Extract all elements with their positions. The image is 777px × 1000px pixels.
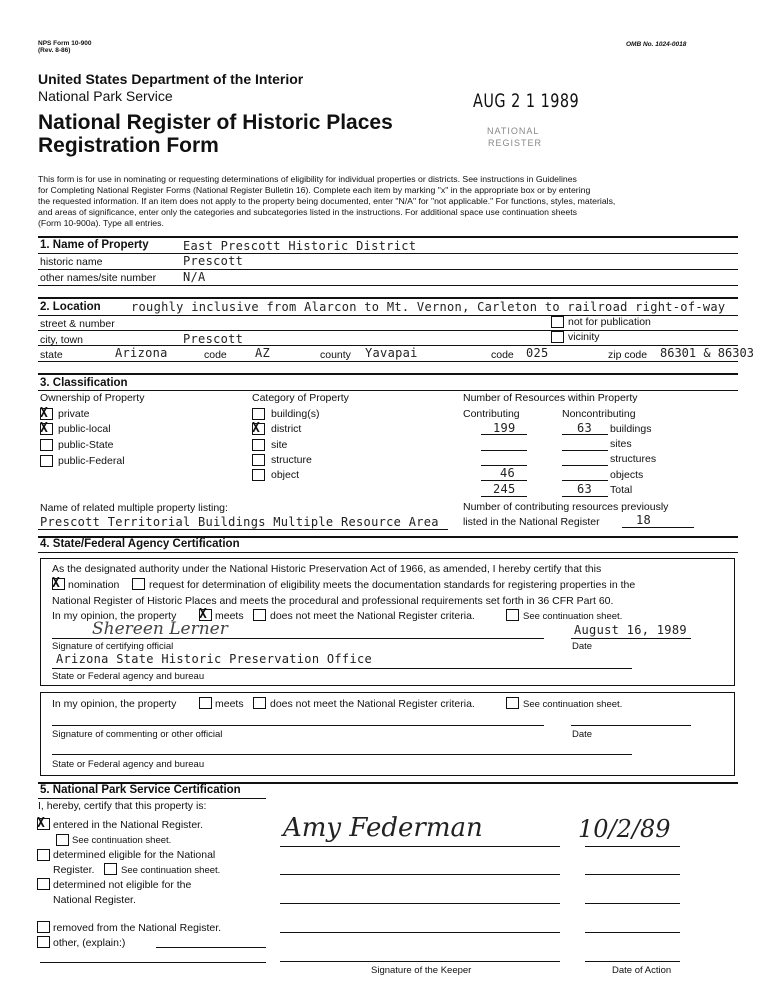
continuation-b-label: See continuation sheet. (523, 699, 623, 710)
ownership-public-state-label: public-State (58, 439, 114, 451)
line-state (38, 361, 738, 362)
state-label: state (40, 349, 63, 361)
category-structure-label: structure (271, 454, 312, 466)
res-line-n5 (562, 496, 608, 497)
omb-number: OMB No. 1024-0018 (626, 41, 687, 48)
instructions: This form is for use in nominating or requesting determinations of eligibility for individual properties or districts. See instructions in Guidelines for Completing National Register Forms (National Register Bulletin 16). Complete each item by marking "x" in the appropriate box or by entering the requested information. If an item does not apply to the property being documented, enter "N/A" for "not applicable." For functions, styles, materials, and areas of significance, enter only the categories and subcategories listed in the instructions. For additional space use continuation sheets (Form 10-900a). Type all entries. (38, 174, 616, 228)
category-site-label: site (271, 439, 288, 451)
entered-continuation-label: See continuation sheet. (72, 835, 172, 846)
received-stamp-line2: REGISTER (488, 138, 543, 148)
street-label: street & number (40, 318, 115, 330)
received-stamp-date: AUG 2 1 1989 (473, 89, 580, 112)
resource-structures-label: structures (610, 453, 657, 465)
does-not-meet-b-label: does not meet the National Register criteria. (270, 698, 475, 710)
request-determination-checkbox[interactable] (132, 578, 145, 590)
line-other-explain (156, 947, 266, 948)
entered-continuation-checkbox[interactable] (56, 834, 69, 846)
line-related-listing (38, 529, 448, 530)
meets-b-checkbox[interactable] (199, 697, 212, 709)
res-line-c3 (481, 465, 527, 466)
section5-heading: 5. National Park Service Certification (40, 784, 241, 796)
line-agency-b (52, 754, 632, 755)
contributing-buildings-value: 199 (493, 421, 516, 435)
line-signature-commenting (52, 725, 544, 726)
keeper-line-2 (280, 874, 560, 875)
noncontributing-buildings-value: 63 (577, 421, 593, 435)
zip-code-value: 86301 & 86303 (660, 346, 754, 360)
ownership-public-federal-checkbox[interactable] (40, 455, 53, 467)
not-eligible-label2: National Register. (53, 894, 136, 906)
res-line-c2 (481, 450, 527, 451)
ownership-private-x: X (40, 406, 48, 421)
date-line-1 (585, 846, 680, 847)
category-object-label: object (271, 469, 300, 481)
line-other-names (38, 285, 738, 286)
does-not-meet-b-checkbox[interactable] (253, 697, 266, 709)
entered-x: X (37, 816, 45, 831)
category-site-checkbox[interactable] (252, 439, 265, 451)
line-signature-certifying (52, 638, 544, 639)
agency-name: National Park Service (38, 88, 173, 104)
county-code-value: 025 (526, 346, 549, 360)
related-listing-value: Prescott Territorial Buildings Multiple Resource Area (40, 515, 439, 529)
continuation-b-checkbox[interactable] (506, 697, 519, 709)
noncontributing-total-value: 63 (577, 482, 593, 496)
continuation-sheet-label: See continuation sheet. (523, 611, 623, 622)
keeper-signature-label: Signature of the Keeper (371, 965, 472, 976)
zip-code-label: zip code (608, 349, 648, 361)
certifying-official-signature: Shereen Lerner (92, 619, 228, 639)
line-property-name (38, 253, 738, 254)
action-date-value: 10/2/89 (578, 815, 671, 843)
section2-heading: 2. Location (40, 301, 101, 313)
does-not-meet-label: does not meet the National Register criteria. (270, 610, 475, 622)
resource-objects-label: objects (610, 469, 644, 481)
certification-date-value: August 16, 1989 (574, 623, 687, 637)
section3-rule (38, 373, 738, 375)
state-code-value: AZ (255, 346, 271, 360)
continuation-sheet-checkbox[interactable] (506, 609, 519, 621)
keeper-line-5 (280, 961, 560, 962)
keeper-signature: Amy Federman (283, 813, 483, 843)
opinion-b-label: In my opinion, the property (52, 698, 177, 710)
section3-heading: 3. Classification (40, 377, 128, 389)
property-name-value: East Prescott Historic District (183, 239, 417, 253)
res-line-c1 (481, 434, 527, 435)
vicinity-checkbox[interactable] (551, 331, 564, 343)
previously-listed-label1: Number of contributing resources previously (463, 501, 669, 513)
keeper-line-4 (280, 932, 560, 933)
meets-x: X (199, 607, 207, 622)
department-name: United States Department of the Interior (38, 71, 304, 87)
res-line-c4 (481, 480, 527, 481)
date-line-4 (585, 932, 680, 933)
received-stamp-line1: NATIONAL (487, 126, 540, 136)
category-district-label: district (271, 423, 302, 435)
noncontributing-heading: Noncontributing (562, 408, 636, 420)
not-eligible-checkbox[interactable] (37, 878, 50, 890)
resource-total-label: Total (610, 484, 633, 496)
state-value: Arizona (115, 346, 168, 360)
category-structure-checkbox[interactable] (252, 454, 265, 466)
other-checkbox[interactable] (37, 936, 50, 948)
does-not-meet-checkbox[interactable] (253, 609, 266, 621)
eligible-continuation-checkbox[interactable] (104, 863, 117, 875)
line-historic-name (38, 269, 738, 270)
other-names-label: other names/site number (40, 272, 157, 284)
state-code-label: code (204, 349, 227, 361)
contributing-heading: Contributing (463, 408, 520, 420)
removed-checkbox[interactable] (37, 921, 50, 933)
resource-sites-label: sites (610, 438, 632, 450)
category-district-x: X (252, 421, 260, 436)
not-for-publication-label: not for publication (568, 316, 651, 328)
res-line-c5 (481, 496, 527, 497)
cert-line2: request for determination of eligibility meets the documentation standards for registering properties in the (149, 579, 636, 591)
county-value: Yavapai (365, 346, 418, 360)
line-other-explain2 (40, 962, 266, 963)
line-street (38, 330, 738, 331)
nomination-label: nomination (68, 579, 120, 591)
nps-cert-intro: I, hereby, certify that this property is: (38, 800, 207, 812)
commenting-date-label: Date (572, 729, 593, 740)
line-commenting-date (571, 725, 691, 726)
resources-heading: Number of Resources within Property (463, 392, 638, 404)
section4-heading: 4. State/Federal Agency Certification (40, 538, 240, 550)
not-eligible-label1: determined not eligible for the (53, 879, 192, 891)
ownership-public-state-checkbox[interactable] (40, 439, 53, 451)
other-names-value: N/A (183, 270, 206, 284)
city-value: Prescott (183, 332, 244, 346)
date-line-5 (585, 961, 680, 962)
res-line-n2 (562, 450, 608, 451)
line-section5-heading (38, 798, 266, 799)
res-line-n3 (562, 465, 608, 466)
cert-line1: As the designated authority under the National Historic Preservation Act of 1966, as amended, I hereby certify that this (52, 563, 602, 575)
line-agency (52, 668, 632, 669)
date-line-3 (585, 903, 680, 904)
ownership-public-local-label: public-local (58, 423, 111, 435)
ownership-public-federal-label: public-Federal (58, 455, 125, 467)
res-line-n1 (562, 434, 608, 435)
signature-certifying-label: Signature of certifying official (52, 641, 174, 652)
nomination-x: X (52, 576, 60, 591)
form-revision: (Rev. 8-86) (38, 47, 71, 54)
ownership-public-local-x: X (40, 421, 48, 436)
other-label: other, (explain:) (53, 937, 126, 949)
section1-rule (38, 236, 738, 238)
section2-rule (38, 297, 738, 299)
category-object-checkbox[interactable] (252, 469, 265, 481)
ownership-private-label: private (58, 408, 90, 420)
meets-label: meets (215, 610, 244, 622)
category-heading: Category of Property (252, 392, 349, 404)
form-title: National Register of Historic Places (38, 111, 393, 134)
date-line-2 (585, 874, 680, 875)
previously-listed-value: 18 (636, 513, 652, 527)
resource-buildings-label: buildings (610, 423, 652, 435)
keeper-line-3 (280, 903, 560, 904)
eligible-continuation-label: See continuation sheet. (121, 865, 221, 876)
line-classification (38, 390, 738, 391)
agency-label: State or Federal agency and bureau (52, 671, 205, 682)
keeper-line-1 (280, 846, 560, 847)
county-label: county (320, 349, 351, 361)
determined-eligible-checkbox[interactable] (37, 849, 50, 861)
previously-listed-label2: listed in the National Register (463, 516, 600, 528)
line-previously-listed (622, 527, 694, 528)
category-building-checkbox[interactable] (252, 408, 265, 420)
res-line-n4 (562, 480, 608, 481)
line-certification-date (571, 638, 691, 639)
contributing-total-value: 245 (493, 482, 516, 496)
determined-eligible-label2: Register. (53, 864, 95, 876)
category-building-label: building(s) (271, 408, 320, 420)
city-label: city, town (40, 334, 83, 346)
line-section4-heading (38, 552, 738, 553)
historic-name-label: historic name (40, 256, 103, 268)
meets-b-label: meets (215, 698, 244, 710)
determined-eligible-label1: determined eligible for the National (53, 849, 216, 861)
vicinity-label: vicinity (568, 331, 600, 343)
removed-label: removed from the National Register. (53, 922, 222, 934)
form-number: NPS Form 10-900 (38, 40, 92, 47)
date-of-action-label: Date of Action (612, 965, 672, 976)
opinion-label: In my opinion, the property (52, 610, 177, 622)
county-code-label: code (491, 349, 514, 361)
related-listing-label: Name of related multiple property listing: (40, 502, 228, 514)
form-subtitle: Registration Form (38, 134, 219, 157)
agency-value: Arizona State Historic Preservation Office (56, 652, 373, 666)
certification-date-label: Date (572, 641, 593, 652)
contributing-objects-value: 46 (500, 466, 516, 480)
agency-b-label: State or Federal agency and bureau (52, 759, 205, 770)
signature-commenting-label: Signature of commenting or other official (52, 729, 223, 740)
ownership-heading: Ownership of Property (40, 392, 145, 404)
historic-name-value: Prescott (183, 254, 244, 268)
section1-heading: 1. Name of Property (40, 239, 149, 251)
not-for-publication-checkbox[interactable] (551, 316, 564, 328)
location-value: roughly inclusive from Alarcon to Mt. Vernon, Carleton to railroad right-of-way (131, 300, 726, 314)
cert-line3: National Register of Historic Places and meets the procedural and professional requirements set forth in 36 CFR Part 60. (52, 595, 614, 607)
entered-label: entered in the National Register. (53, 819, 204, 831)
